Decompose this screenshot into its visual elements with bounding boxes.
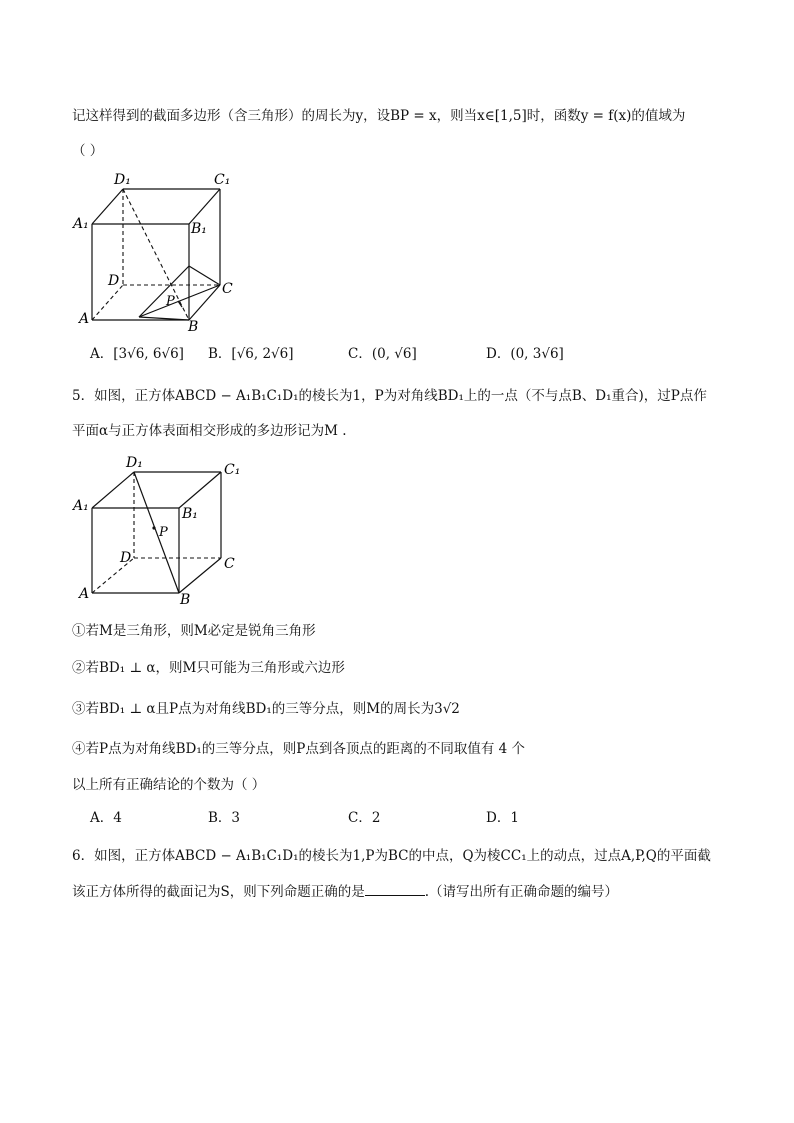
q5-option-a: A．4 <box>90 810 122 826</box>
edge-b1c1 <box>189 189 220 224</box>
q4-option-d: D．(0, 3√6] <box>486 346 564 362</box>
q5-option-d: D．1 <box>486 810 519 826</box>
label-c: C <box>222 281 233 297</box>
edge-a1d1 <box>92 472 134 508</box>
label-d: D <box>120 550 132 566</box>
edge-b1c1 <box>179 472 221 508</box>
q5-option-c: C．2 <box>348 810 381 826</box>
label-b1: B₁ <box>191 221 207 237</box>
q6-stem-after: .（请写出所有正确命题的编号） <box>424 884 619 900</box>
q6-answer-blank[interactable] <box>365 881 425 896</box>
label-d: D <box>108 273 120 289</box>
label-d1: D₁ <box>126 455 143 471</box>
label-p: P <box>159 525 168 540</box>
q4-option-a: A．[3√6, 6√6] <box>90 346 184 362</box>
q5-stem-line2: 平面α与正方体表面相交形成的多边形记为M . <box>72 423 347 439</box>
q5-cube-figure <box>70 450 240 610</box>
q4-stem-line1: 记这样得到的截面多边形（含三角形）的周长为y，设BP = x，则当x∈[1,5]时，函数y = f(x)的值域为 <box>72 108 686 124</box>
label-a1: A₁ <box>73 498 89 514</box>
label-c: C <box>224 556 235 572</box>
q4-stem-line2: （ ） <box>72 143 104 159</box>
q5-statement-4: ④若P点为对角线BD₁的三等分点，则P点到各顶点的距离的不同取值有 4 个 <box>72 741 525 757</box>
q5-statement-3: ③若BD₁ ⊥ α且P点为对角线BD₁的三等分点，则M的周长为3√2 <box>72 701 460 717</box>
label-c1: C₁ <box>214 172 231 188</box>
q4-option-c: C．(0, √6] <box>348 346 417 362</box>
q4-cube-figure <box>70 165 240 335</box>
q5-stem-line1: 5．如图，正方体ABCD − A₁B₁C₁D₁的棱长为1，P为对角线BD₁上的一点（不与点B、D₁重合)，过P点作 <box>72 388 707 404</box>
label-a: A <box>79 586 90 602</box>
label-p: P <box>166 294 175 309</box>
label-a1: A₁ <box>73 216 89 232</box>
edge-bc <box>189 285 220 320</box>
q5-option-b: B．3 <box>208 810 241 826</box>
label-d1: D₁ <box>114 172 131 188</box>
section-edge-1 <box>139 266 189 317</box>
label-a: A <box>79 311 90 327</box>
q6-stem-line1: 6．如图，正方体ABCD − A₁B₁C₁D₁的棱长为1,P为BC的中点，Q为棱CC₁上的动点，过点A,P,Q的平面截 <box>72 848 711 864</box>
label-b: B <box>180 592 191 608</box>
q5-statement-1: ①若M是三角形，则M必定是锐角三角形 <box>72 623 316 639</box>
q6-stem-before: 该正方体所得的截面记为S，则下列命题正确的是 <box>72 884 365 900</box>
point-p <box>152 526 155 529</box>
edge-a1d1 <box>92 189 123 224</box>
hidden-edge-ad <box>92 285 123 320</box>
q5-question: 以上所有正确结论的个数为（ ） <box>72 777 266 793</box>
diagonal-bd1 <box>134 472 179 593</box>
label-b1: B₁ <box>182 506 198 522</box>
q6-stem-line2 <box>72 881 618 902</box>
section-edge-3 <box>139 285 220 317</box>
section-edge-2 <box>189 266 220 285</box>
label-b: B <box>188 319 199 335</box>
q4-option-b: B．[√6, 2√6] <box>208 346 294 362</box>
label-c1: C₁ <box>224 462 240 478</box>
q5-statement-2: ②若BD₁ ⊥ α，则M只可能为三角形或六边形 <box>72 660 345 676</box>
edge-bc <box>179 558 221 593</box>
